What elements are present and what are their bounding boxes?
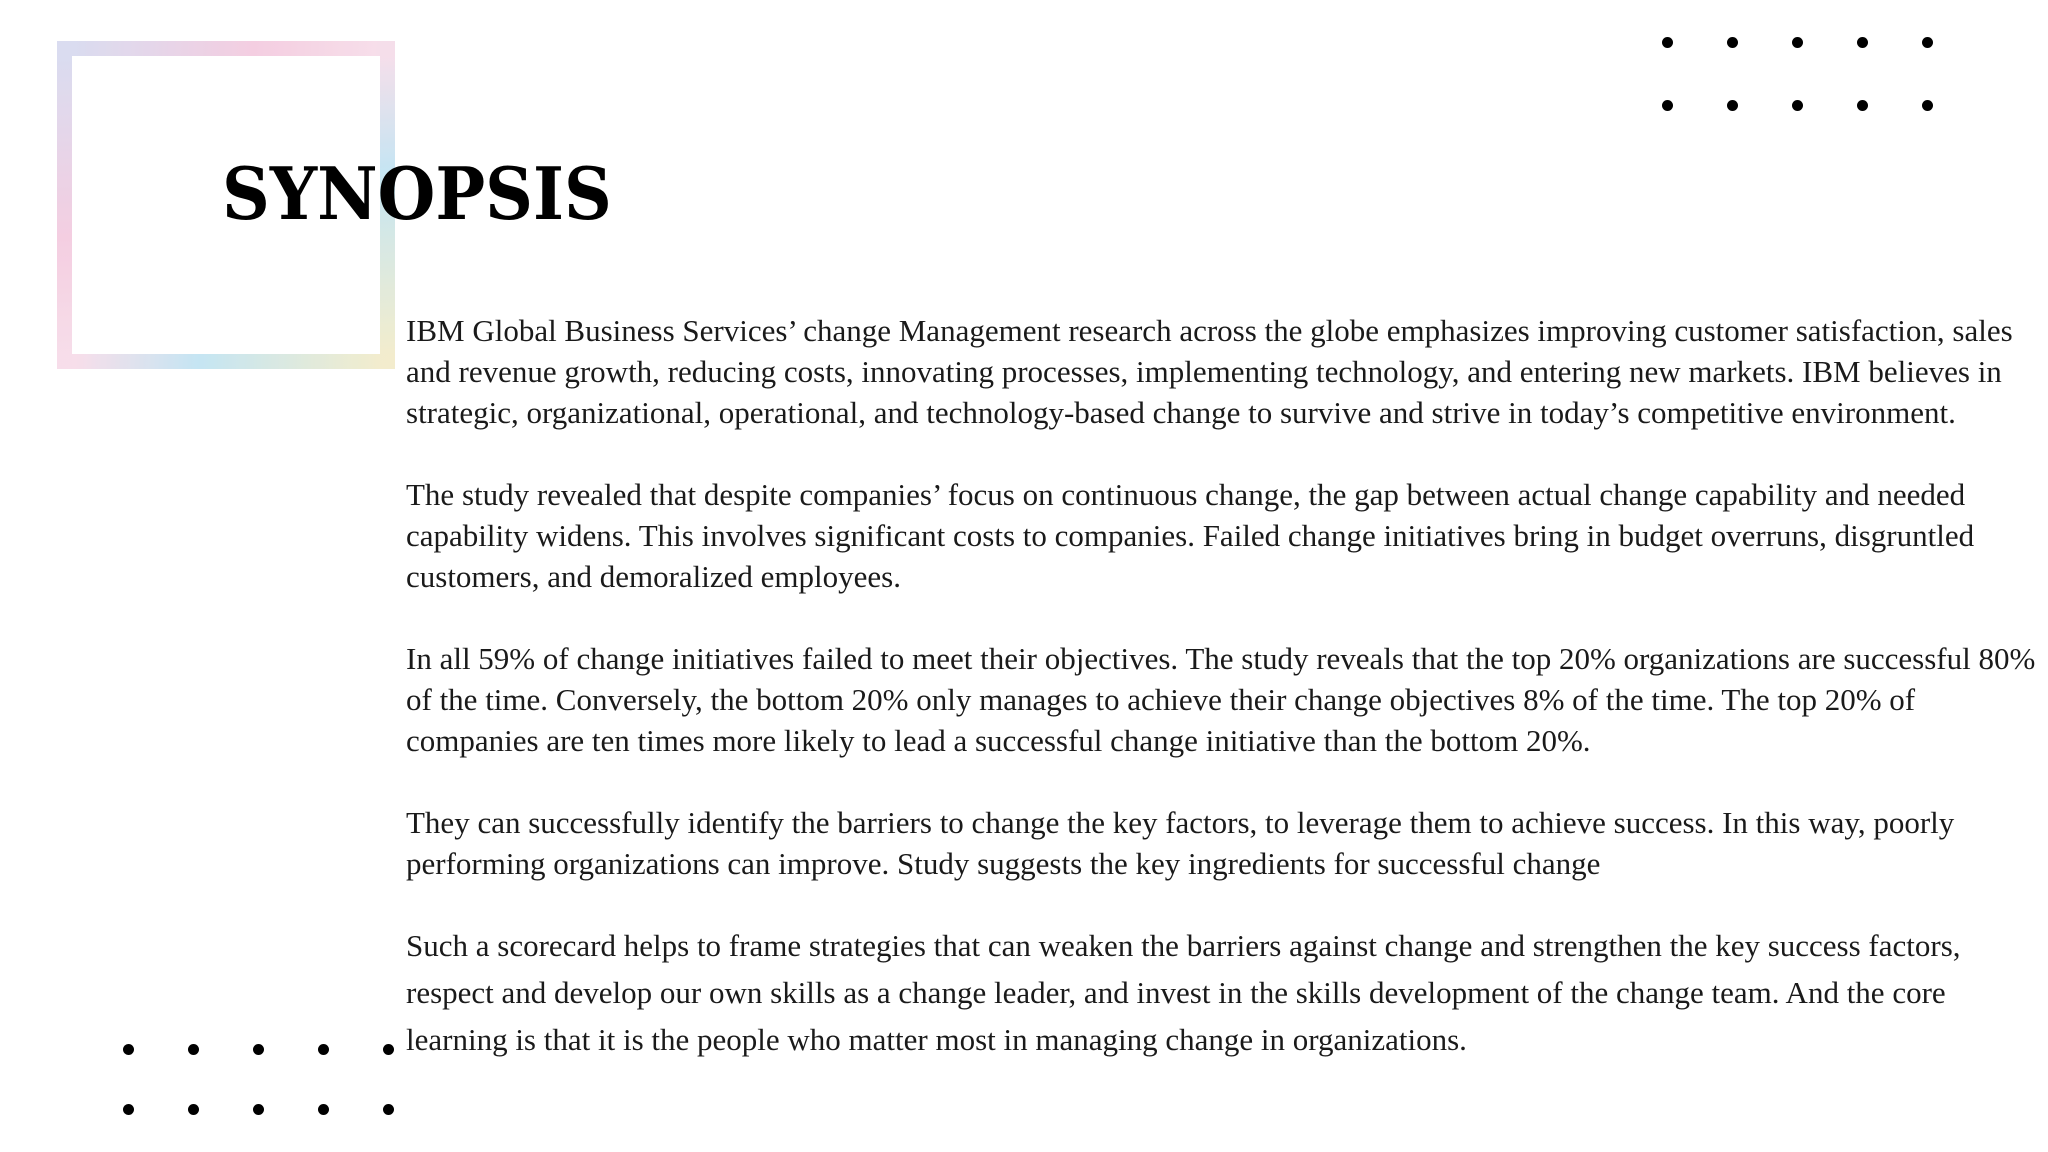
dot <box>1792 100 1803 111</box>
dot <box>1727 100 1738 111</box>
synopsis-body <box>406 310 2038 1104</box>
dot <box>1662 100 1673 111</box>
decorative-dot-grid-top <box>1662 37 1933 111</box>
dot <box>1792 37 1803 48</box>
dot <box>1857 100 1868 111</box>
dot <box>1922 37 1933 48</box>
dot <box>188 1044 199 1055</box>
slide-title: SYNOPSIS <box>222 151 612 236</box>
paragraph-scorecard: Such a scorecard helps to frame strategies that can weaken the barriers against change and strengthen the key success factors, respect and develop our own skills as a change leader, and invest in the skills development of the change team. And the core learning is that it is the people who matter most in managing change in organizations. <box>406 928 1961 1057</box>
dot <box>1727 37 1738 48</box>
dot <box>188 1104 199 1115</box>
dot <box>383 1104 394 1115</box>
dot <box>318 1044 329 1055</box>
dot <box>253 1104 264 1115</box>
dot <box>1662 37 1673 48</box>
paragraph-barriers: They can successfully identify the barriers to change the key factors, to leverage them to achieve success. In this way, poorly performing organizations can improve. Study suggests the key ingredients for successful change <box>406 805 1955 881</box>
dot <box>1922 100 1933 111</box>
paragraph-ibm-research: IBM Global Business Services’ change Management research across the globe emphasizes improving customer satisfaction, sales and revenue growth, reducing costs, innovating processes, implementing technology, and entering new markets. IBM believes in strategic, organizational, operational, and technology-based change to survive and strive in today’s competitive environment. <box>406 313 2013 430</box>
decorative-dot-grid-bottom <box>123 1044 394 1115</box>
dot <box>383 1044 394 1055</box>
dot <box>1857 37 1868 48</box>
paragraph-study-gap: The study revealed that despite companies’ focus on continuous change, the gap between actual change capability and needed capability widens. This involves significant costs to companies. Failed change initiatives bring in budget overruns, disgruntled customers, and demoralized employees. <box>406 477 1975 594</box>
dot <box>123 1044 134 1055</box>
dot <box>123 1104 134 1115</box>
paragraph-statistics: In all 59% of change initiatives failed to meet their objectives. The study reveals that the top 20% organizations are successful 80% of the time. Conversely, the bottom 20% only manages to achieve their change objectives 8% of the time. The top 20% of companies are ten times more likely to lead a successful change initiative than the bottom 20%. <box>406 641 2036 758</box>
dot <box>318 1104 329 1115</box>
dot <box>253 1044 264 1055</box>
